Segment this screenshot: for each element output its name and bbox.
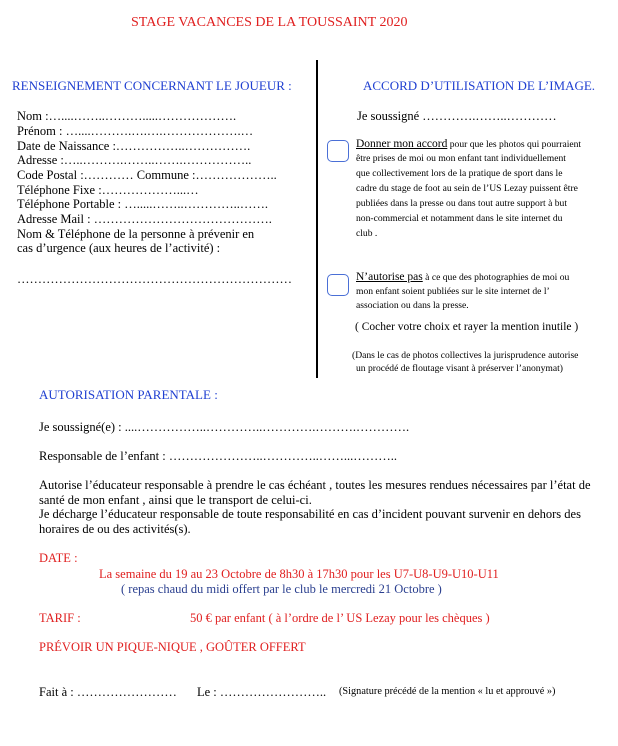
tarif-line [190,611,490,626]
accord-line-2: être prises de moi ou mon enfant tant individuellement [356,153,566,164]
date-label: DATE : [39,551,78,565]
authorization-paragraph-2: santé de mon enfant , ainsi que le transport de celui-ci. [39,493,312,507]
signature-instruction: (Signature précédé de la mention « lu et approuvé ») [339,686,556,697]
field-nom[interactable]: Nom :…....……..……….....………………. [17,109,237,123]
accord-line-4: cadre du stage de foot au sein de l’US Lezay puissent être [356,183,578,194]
parental-authorization-heading: AUTORISATION PARENTALE : [39,387,218,402]
le-date-field[interactable]: Le : …………………….. [197,685,327,699]
accord-line-1: Donner mon accord pour que les photos qui pourraient [356,138,582,150]
cocher-instruction: ( Cocher votre choix et rayer la mention inutile ) [355,321,579,333]
accord-label: Donner mon accord [356,138,448,150]
accord-checkbox[interactable] [327,140,349,162]
emergency-contact-label-2: cas d’urgence (aux heures de l’activité) : [17,241,221,255]
jurisprudence-note-1: (Dans le cas de photos collectives la jurisprudence autorise [352,350,579,361]
emergency-contact-label-1: Nom & Téléphone de la personne à prévenir en [17,227,255,241]
accord-line-5: publiées dans la presse ou dans tout autre support à but [356,198,568,209]
responsable-enfant-field[interactable]: Responsable de l’enfant : …………………..…………..……...……….. [39,449,397,463]
field-emergency-contact[interactable]: ………………………………………………………… [17,272,292,286]
refus-line-3: association ou dans la presse. [356,300,469,311]
authorization-paragraph-1: Autorise l’éducateur responsable à prendre le cas échéant , toutes les mesures rendues nécessaires par l’état de [39,478,591,492]
field-adresse-mail[interactable]: Adresse Mail : ……………………………………. [17,212,272,226]
accord-line-3: que collectivement lors de la pratique de sport dans le [356,168,563,179]
prevoir-notice: PRÉVOIR UN PIQUE-NIQUE , GOÛTER OFFERT [39,640,306,654]
field-adresse[interactable]: Adresse :…..……….……..…….…………….. [17,153,252,167]
player-info-heading: RENSEIGNEMENT CONCERNANT LE JOUEUR : [12,78,292,93]
jurisprudence-note-2: un procédé de floutage visant à préserver l’anonymat) [356,363,563,374]
accord-line-7: club . [356,228,378,239]
image-consent-heading: ACCORD D’UTILISATION DE L’IMAGE. [363,78,596,93]
accord-line-6: non-commercial et notamment dans le site internet du [356,213,563,224]
authorization-paragraph-4: horaires de ou des activités(s). [39,522,191,536]
field-telephone-portable[interactable]: Téléphone Portable : ….....……..…………..……. [17,197,269,211]
tarif-label: TARIF : [39,611,81,625]
fait-a-field[interactable]: Fait à : …………………… [39,685,177,699]
refus-checkbox[interactable] [327,274,349,296]
image-consent-je-soussigne[interactable]: Je soussigné ………….……..………… [357,109,557,123]
refus-line-1: N’autorise pas à ce que des photographies de moi ou [356,271,570,283]
field-prenom[interactable]: Prénom : …....……….….….……………….… [17,124,254,138]
document-title: STAGE VACANCES DE LA TOUSSAINT 2020 [131,15,408,30]
field-telephone-fixe[interactable]: Téléphone Fixe :………………...… [17,183,199,197]
tarif-value: 50 € par enfant [190,611,266,625]
tarif-note: ( à l’ordre de l’ US Lezay pour les chèques ) [268,611,490,625]
column-divider [316,60,318,378]
refus-line-2: mon enfant soient publiées sur le site internet de l’ [356,286,550,297]
authorization-paragraph-3: Je décharge l’éducateur responsable de toute responsabilité en cas d’incident pouvant survenir en dehors des [39,507,581,521]
parent-je-soussigne-field[interactable]: Je soussigné(e) : ....……………..…………..………….……….…………. [39,420,410,434]
refus-label: N’autorise pas [356,271,423,283]
date-meal-note: ( repas chaud du midi offert par le club le mercredi 21 Octobre ) [121,582,442,596]
field-code-postal-commune[interactable]: Code Postal :………… Commune :……………….. [17,168,277,182]
date-schedule: La semaine du 19 au 23 Octobre de 8h30 à 17h30 pour les U7-U8-U9-U10-U11 [99,567,499,581]
field-date-naissance[interactable]: Date de Naissance :……………..……………. [17,139,251,153]
